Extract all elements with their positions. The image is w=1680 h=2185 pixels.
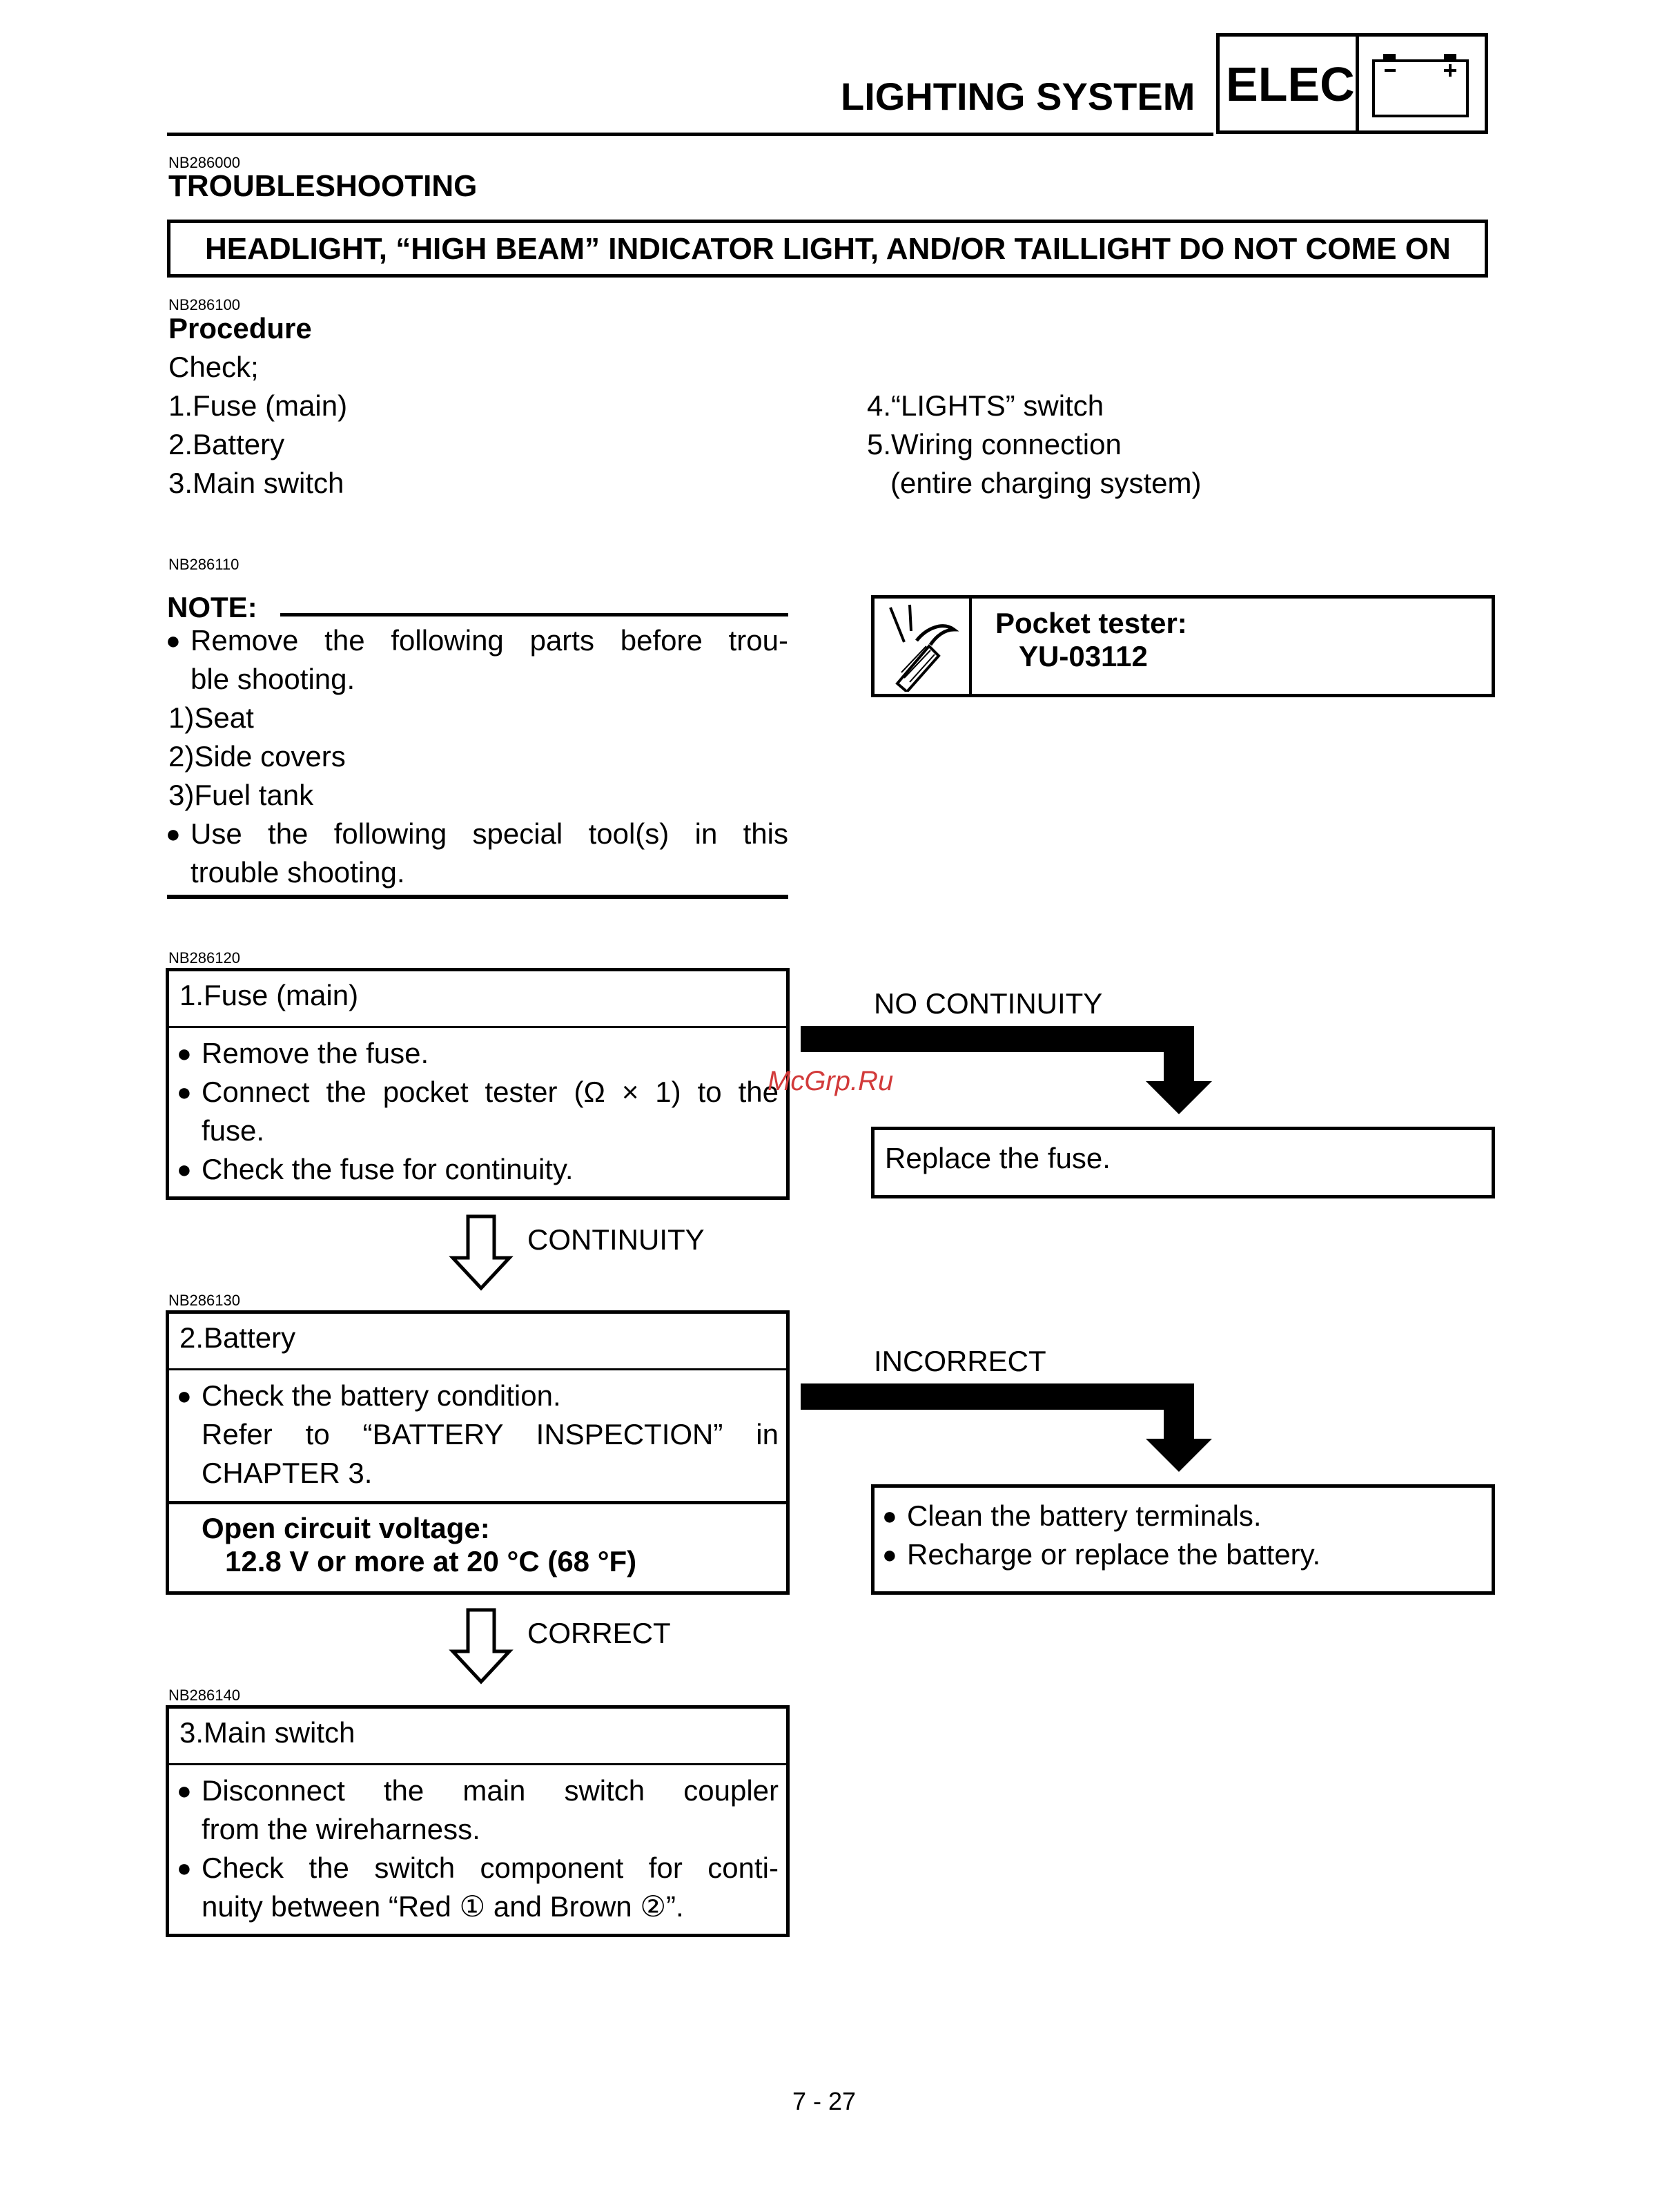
note-code: NB286110	[168, 556, 240, 573]
step-text: fuse.	[202, 1114, 265, 1147]
battery-icon	[1369, 48, 1473, 120]
section-tab-label: ELEC	[1226, 57, 1355, 111]
page-number: 7 - 27	[792, 2087, 857, 2115]
tool-name: Pocket tester:	[995, 607, 1187, 639]
procedure-heading: Procedure	[168, 312, 312, 344]
note-item: 1)Seat	[168, 701, 254, 734]
note-text: Remove the following parts before trou-	[191, 624, 788, 657]
check-item: 5.Wiring connection	[867, 428, 1122, 460]
down-arrow-icon	[449, 1607, 514, 1686]
section-code: NB286000	[168, 154, 240, 171]
step-title: 1.Fuse (main)	[179, 979, 359, 1011]
fail-arrow	[801, 1383, 1215, 1476]
check-item-note: (entire charging system)	[890, 467, 1202, 499]
step-code: NB286140	[168, 1687, 240, 1704]
header-rule	[167, 133, 1213, 136]
step-text: Check the battery condition.	[202, 1379, 561, 1412]
pass-label: CONTINUITY	[527, 1223, 705, 1256]
fail-action: Clean the battery terminals.	[907, 1499, 1262, 1532]
step-text: Refer to “BATTERY INSPECTION” in	[202, 1418, 779, 1450]
tool-icon	[877, 601, 966, 692]
pass-label: CORRECT	[527, 1617, 671, 1649]
step-text: CHAPTER 3.	[202, 1457, 373, 1489]
note-bottom-rule	[167, 895, 788, 899]
page-title: LIGHTING SYSTEM	[841, 75, 1195, 118]
check-item: 3.Main switch	[168, 467, 344, 499]
step-text: from the wireharness.	[202, 1813, 480, 1845]
down-arrow-icon	[449, 1214, 514, 1292]
symptom-box	[167, 220, 1488, 278]
step-text: Connect the pocket tester (Ω × 1) to the	[202, 1076, 779, 1108]
tool-part-number: YU-03112	[1019, 640, 1148, 672]
note-top-rule	[280, 613, 788, 616]
step-text: Remove the fuse.	[202, 1037, 429, 1069]
watermark: McGrp.Ru	[768, 1066, 894, 1096]
fail-action: Replace the fuse.	[885, 1142, 1111, 1174]
section-tab-divider	[1356, 33, 1359, 134]
step-title: 3.Main switch	[179, 1716, 355, 1749]
step-text: Check the switch component for conti-	[202, 1852, 779, 1884]
note-label: NOTE:	[167, 591, 257, 623]
check-item: 4.“LIGHTS” switch	[867, 389, 1104, 422]
symptom-text: HEADLIGHT, “HIGH BEAM” INDICATOR LIGHT, AND/OR TAILLIGHT DO NOT COME ON	[205, 232, 1451, 266]
note-text: trouble shooting.	[191, 856, 405, 888]
note-item: 2)Side covers	[168, 740, 346, 773]
step-code: NB286130	[168, 1292, 240, 1309]
step-code: NB286120	[168, 949, 240, 967]
step-text: Disconnect the main switch coupler	[202, 1774, 779, 1807]
procedure-code: NB286100	[168, 296, 240, 313]
check-item: 1.Fuse (main)	[168, 389, 348, 422]
check-item: 2.Battery	[168, 428, 285, 460]
step-text: nuity between “Red ① and Brown ②”.	[202, 1890, 684, 1923]
fail-label: NO CONTINUITY	[874, 987, 1103, 1020]
note-item: 3)Fuel tank	[168, 779, 314, 811]
note-text: ble shooting.	[191, 663, 355, 695]
step-title: 2.Battery	[179, 1321, 296, 1354]
procedure-intro: Check;	[168, 351, 259, 383]
fail-label: INCORRECT	[874, 1345, 1046, 1377]
fail-action: Recharge or replace the battery.	[907, 1538, 1321, 1571]
note-text: Use the following special tool(s) in this	[191, 817, 788, 850]
spec-value: 12.8 V or more at 20 °C (68 °F)	[225, 1545, 637, 1577]
step-text: Check the fuse for continuity.	[202, 1153, 574, 1185]
spec-label: Open circuit voltage:	[202, 1512, 490, 1544]
section-heading: TROUBLESHOOTING	[168, 169, 478, 203]
